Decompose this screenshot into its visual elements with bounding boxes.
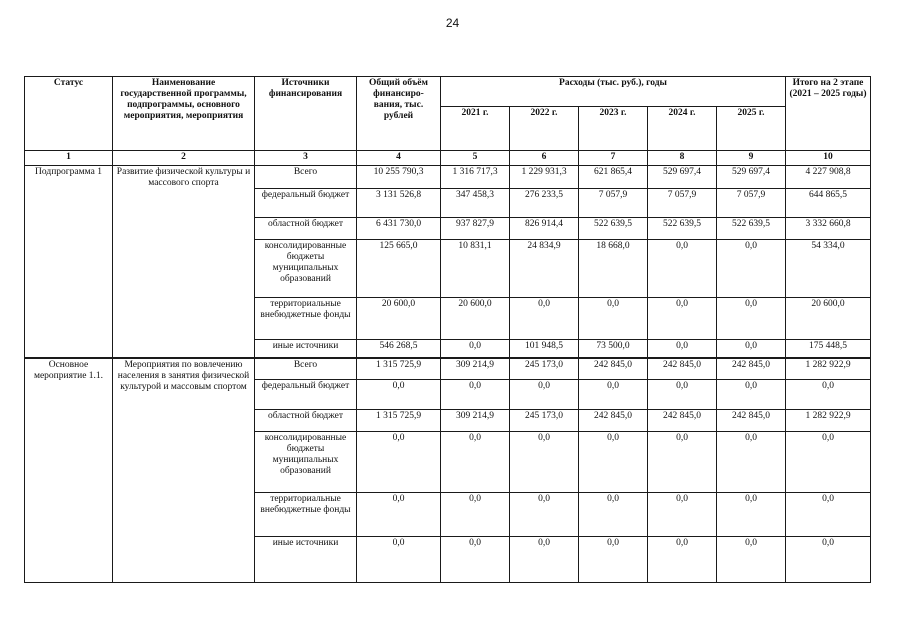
cell-2022: 826 914,4 <box>510 218 579 240</box>
cell-total: 6 431 730,0 <box>357 218 441 240</box>
cell-stage-total: 1 282 922,9 <box>786 358 871 380</box>
cell-stage-total: 0,0 <box>786 380 871 410</box>
cell-total: 0,0 <box>357 432 441 493</box>
cell-stage-total: 3 332 660,8 <box>786 218 871 240</box>
table-row <box>25 358 871 380</box>
cell-total: 0,0 <box>357 493 441 537</box>
cell-2025: 0,0 <box>717 493 786 537</box>
cell-2025: 0,0 <box>717 298 786 340</box>
cell-2024: 0,0 <box>648 298 717 340</box>
cell-stage-total: 644 865,5 <box>786 189 871 218</box>
cell-total: 10 255 790,3 <box>357 166 441 189</box>
cell-2023: 621 865,4 <box>579 166 648 189</box>
cell-2024: 0,0 <box>648 380 717 410</box>
cell-2023: 0,0 <box>579 298 648 340</box>
cell-total: 3 131 526,8 <box>357 189 441 218</box>
cell-2022: 0,0 <box>510 432 579 493</box>
cell-2023: 7 057,9 <box>579 189 648 218</box>
cell-2024: 0,0 <box>648 537 717 583</box>
cell-2023: 0,0 <box>579 493 648 537</box>
cell-2025: 242 845,0 <box>717 358 786 380</box>
column-number: 1 <box>25 151 113 166</box>
row-program-name: Развитие физической культуры и массового спорта <box>113 166 255 358</box>
cell-2024: 522 639,5 <box>648 218 717 240</box>
column-number: 5 <box>441 151 510 166</box>
cell-2022: 101 948,5 <box>510 340 579 358</box>
cell-2022: 0,0 <box>510 537 579 583</box>
cell-2021: 0,0 <box>441 537 510 583</box>
cell-stage-total: 0,0 <box>786 432 871 493</box>
column-number: 10 <box>786 151 871 166</box>
cell-2022: 0,0 <box>510 380 579 410</box>
row-source: консолидированные бюджеты муниципальных образований <box>255 432 357 493</box>
header-year-2022: 2022 г. <box>510 107 579 151</box>
row-source: областной бюджет <box>255 410 357 432</box>
cell-2023: 242 845,0 <box>579 410 648 432</box>
cell-total: 0,0 <box>357 537 441 583</box>
budget-table <box>24 76 871 583</box>
cell-2021: 347 458,3 <box>441 189 510 218</box>
cell-2022: 0,0 <box>510 493 579 537</box>
header-year-2024: 2024 г. <box>648 107 717 151</box>
cell-2022: 276 233,5 <box>510 189 579 218</box>
cell-2021: 10 831,1 <box>441 240 510 298</box>
header-total: Общий объём финансиро-вания, тыс. рублей <box>357 77 441 151</box>
cell-2021: 0,0 <box>441 432 510 493</box>
page-number: 24 <box>445 16 460 30</box>
header-year-2023: 2023 г. <box>579 107 648 151</box>
cell-total: 20 600,0 <box>357 298 441 340</box>
row-source: Всего <box>255 166 357 189</box>
cell-2025: 522 639,5 <box>717 218 786 240</box>
cell-2021: 1 316 717,3 <box>441 166 510 189</box>
cell-2024: 0,0 <box>648 432 717 493</box>
header-year-2021: 2021 г. <box>441 107 510 151</box>
cell-2025: 529 697,4 <box>717 166 786 189</box>
cell-2024: 242 845,0 <box>648 410 717 432</box>
cell-total: 1 315 725,9 <box>357 410 441 432</box>
cell-2021: 0,0 <box>441 340 510 358</box>
cell-2021: 0,0 <box>441 493 510 537</box>
cell-2024: 242 845,0 <box>648 358 717 380</box>
header-name: Наименование государственной программы, подпрограммы, основного мероприятия, мероприятия <box>113 77 255 151</box>
cell-total: 0,0 <box>357 380 441 410</box>
column-number: 3 <box>255 151 357 166</box>
column-number: 6 <box>510 151 579 166</box>
cell-2021: 309 214,9 <box>441 358 510 380</box>
row-status: Основное мероприятие 1.1. <box>25 358 113 583</box>
header-expenses: Расходы (тыс. руб.), годы <box>441 77 786 107</box>
cell-2021: 0,0 <box>441 380 510 410</box>
cell-stage-total: 54 334,0 <box>786 240 871 298</box>
cell-2022: 24 834,9 <box>510 240 579 298</box>
cell-2022: 245 173,0 <box>510 358 579 380</box>
row-source: иные источники <box>255 537 357 583</box>
row-source: федеральный бюджет <box>255 380 357 410</box>
cell-2023: 0,0 <box>579 380 648 410</box>
cell-2023: 0,0 <box>579 432 648 493</box>
cell-2025: 0,0 <box>717 340 786 358</box>
row-status: Подпрограмма 1 <box>25 166 113 358</box>
column-number: 7 <box>579 151 648 166</box>
column-number: 9 <box>717 151 786 166</box>
cell-2024: 0,0 <box>648 240 717 298</box>
row-source: территориальные внебюджетные фонды <box>255 298 357 340</box>
row-source: консолидированные бюджеты муниципальных образований <box>255 240 357 298</box>
cell-2025: 0,0 <box>717 537 786 583</box>
cell-2021: 937 827,9 <box>441 218 510 240</box>
cell-2024: 0,0 <box>648 340 717 358</box>
cell-total: 125 665,0 <box>357 240 441 298</box>
cell-2023: 242 845,0 <box>579 358 648 380</box>
cell-stage-total: 0,0 <box>786 493 871 537</box>
cell-2023: 0,0 <box>579 537 648 583</box>
cell-stage-total: 0,0 <box>786 537 871 583</box>
cell-2022: 1 229 931,3 <box>510 166 579 189</box>
row-source: федеральный бюджет <box>255 189 357 218</box>
header-stage-total: Итого на 2 этапе (2021 – 2025 годы) <box>786 77 871 151</box>
column-numbers-row <box>25 151 871 166</box>
cell-2022: 245 173,0 <box>510 410 579 432</box>
cell-2025: 7 057,9 <box>717 189 786 218</box>
row-source: территориальные внебюджетные фонды <box>255 493 357 537</box>
column-number: 4 <box>357 151 441 166</box>
cell-2023: 73 500,0 <box>579 340 648 358</box>
cell-2025: 242 845,0 <box>717 410 786 432</box>
cell-2024: 0,0 <box>648 493 717 537</box>
header-year-2025: 2025 г. <box>717 107 786 151</box>
cell-stage-total: 4 227 908,8 <box>786 166 871 189</box>
row-source: Всего <box>255 358 357 380</box>
column-number: 2 <box>113 151 255 166</box>
cell-2024: 529 697,4 <box>648 166 717 189</box>
cell-2025: 0,0 <box>717 432 786 493</box>
cell-2025: 0,0 <box>717 380 786 410</box>
header-status: Статус <box>25 77 113 151</box>
cell-2024: 7 057,9 <box>648 189 717 218</box>
cell-2022: 0,0 <box>510 298 579 340</box>
row-source: иные источники <box>255 340 357 358</box>
table-row <box>25 166 871 189</box>
row-program-name: Мероприятия по вовлечению населения в занятия физической культурой и массовым спортом <box>113 358 255 583</box>
cell-total: 546 268,5 <box>357 340 441 358</box>
cell-2023: 522 639,5 <box>579 218 648 240</box>
cell-2021: 20 600,0 <box>441 298 510 340</box>
header-sources: Источники финансирования <box>255 77 357 151</box>
column-number: 8 <box>648 151 717 166</box>
cell-2021: 309 214,9 <box>441 410 510 432</box>
cell-2023: 18 668,0 <box>579 240 648 298</box>
cell-stage-total: 20 600,0 <box>786 298 871 340</box>
cell-2025: 0,0 <box>717 240 786 298</box>
row-source: областной бюджет <box>255 218 357 240</box>
cell-stage-total: 175 448,5 <box>786 340 871 358</box>
cell-total: 1 315 725,9 <box>357 358 441 380</box>
cell-stage-total: 1 282 922,9 <box>786 410 871 432</box>
